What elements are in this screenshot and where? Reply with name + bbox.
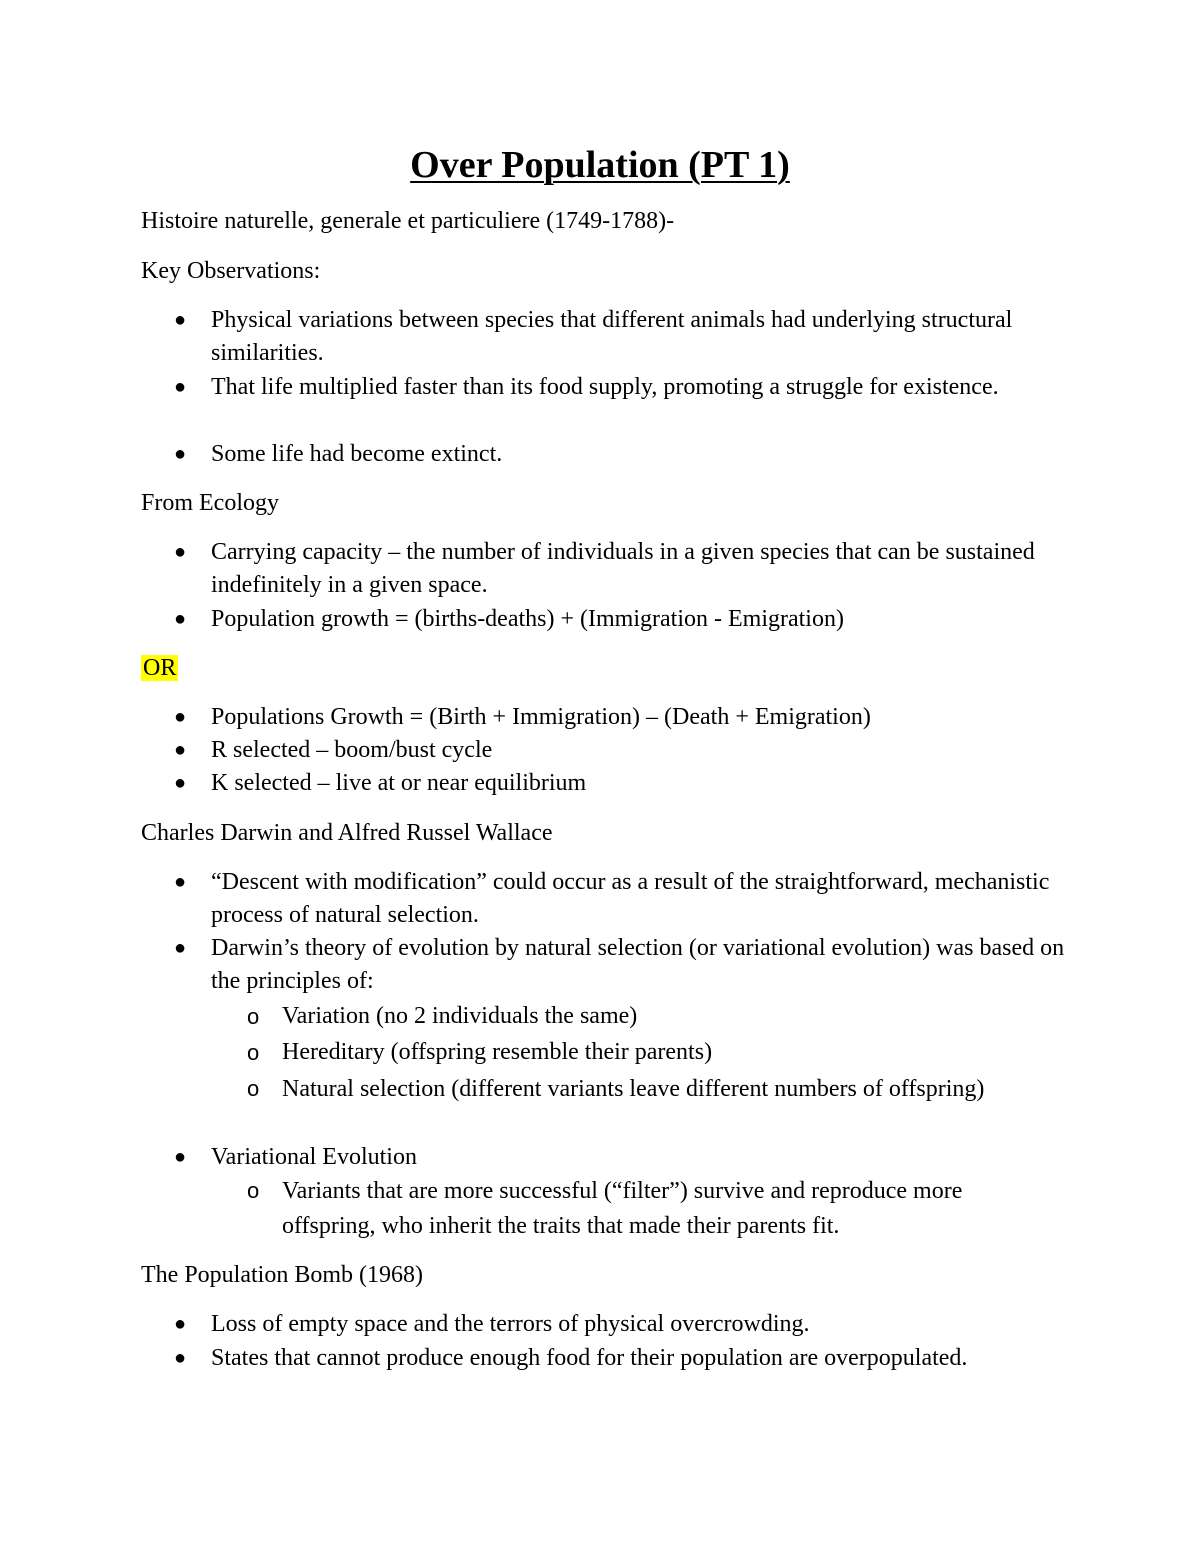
highlighted-text: OR — [143, 655, 177, 681]
population-bomb-heading: The Population Bomb (1968) — [141, 1262, 423, 1288]
bullet-icon: ● — [174, 376, 187, 398]
key-observations-heading: Key Observations: — [141, 258, 321, 284]
list-item: Carrying capacity – the number of individuals in a given species that can be sustained indefinitely in a given space. — [211, 539, 1035, 598]
list-item: K selected – live at or near equilibrium — [211, 770, 587, 796]
page-title: Over Population (PT 1) — [410, 144, 790, 186]
bullet-icon: ● — [174, 772, 187, 794]
bullet-icon: ● — [174, 739, 187, 761]
bullet-icon: ● — [174, 937, 187, 959]
sub-bullet-icon: o — [247, 1178, 260, 1203]
list-item: That life multiplied faster than its food supply, promoting a struggle for existence. — [211, 374, 999, 400]
list-item: Darwin’s theory of evolution by natural selection (or variational evolution) was based on the principles of: — [211, 935, 1065, 994]
list-item: States that cannot produce enough food for their population are overpopulated. — [211, 1345, 968, 1371]
sub-list-item: Hereditary (offspring resemble their parents) — [282, 1039, 713, 1065]
list-item: R selected – boom/bust cycle — [211, 737, 493, 763]
bullet-icon: ● — [174, 443, 187, 465]
sub-bullet-icon: o — [247, 1040, 260, 1065]
sub-bullet-icon: o — [247, 1076, 260, 1101]
intro-line: Histoire naturelle, generale et particuliere (1749-1788)- — [141, 208, 675, 234]
bullet-icon: ● — [174, 871, 187, 893]
sub-list-item: Natural selection (different variants leave different numbers of offspring) — [282, 1076, 985, 1102]
list-item: Physical variations between species that different animals had underlying structural similarities. — [211, 307, 1013, 366]
list-item: “Descent with modification” could occur as a result of the straightforward, mechanistic process of natural selection. — [211, 869, 1050, 928]
bullet-icon: ● — [174, 1347, 187, 1369]
darwin-heading: Charles Darwin and Alfred Russel Wallace — [141, 820, 553, 846]
list-item: Loss of empty space and the terrors of physical overcrowding. — [211, 1311, 810, 1337]
sub-bullet-icon: o — [247, 1004, 260, 1029]
bullet-icon: ● — [174, 1313, 187, 1335]
list-item: Population growth = (births-deaths) + (Immigration - Emigration) — [211, 606, 844, 632]
bullet-icon: ● — [174, 1146, 187, 1168]
bullet-icon: ● — [174, 608, 187, 630]
bullet-icon: ● — [174, 706, 187, 728]
ecology-heading: From Ecology — [141, 490, 279, 516]
or-label — [141, 651, 178, 685]
list-item: Variational Evolution — [211, 1144, 417, 1170]
list-item: Populations Growth = (Birth + Immigration) – (Death + Emigration) — [211, 704, 871, 730]
sub-list-item: Variation (no 2 individuals the same) — [282, 1003, 638, 1029]
bullet-icon: ● — [174, 309, 187, 331]
bullet-icon: ● — [174, 541, 187, 563]
sub-list-item: Variants that are more successful (“filter”) survive and reproduce more offspring, who inherit the traits that made their parents fit. — [282, 1178, 963, 1239]
list-item: Some life had become extinct. — [211, 441, 503, 467]
